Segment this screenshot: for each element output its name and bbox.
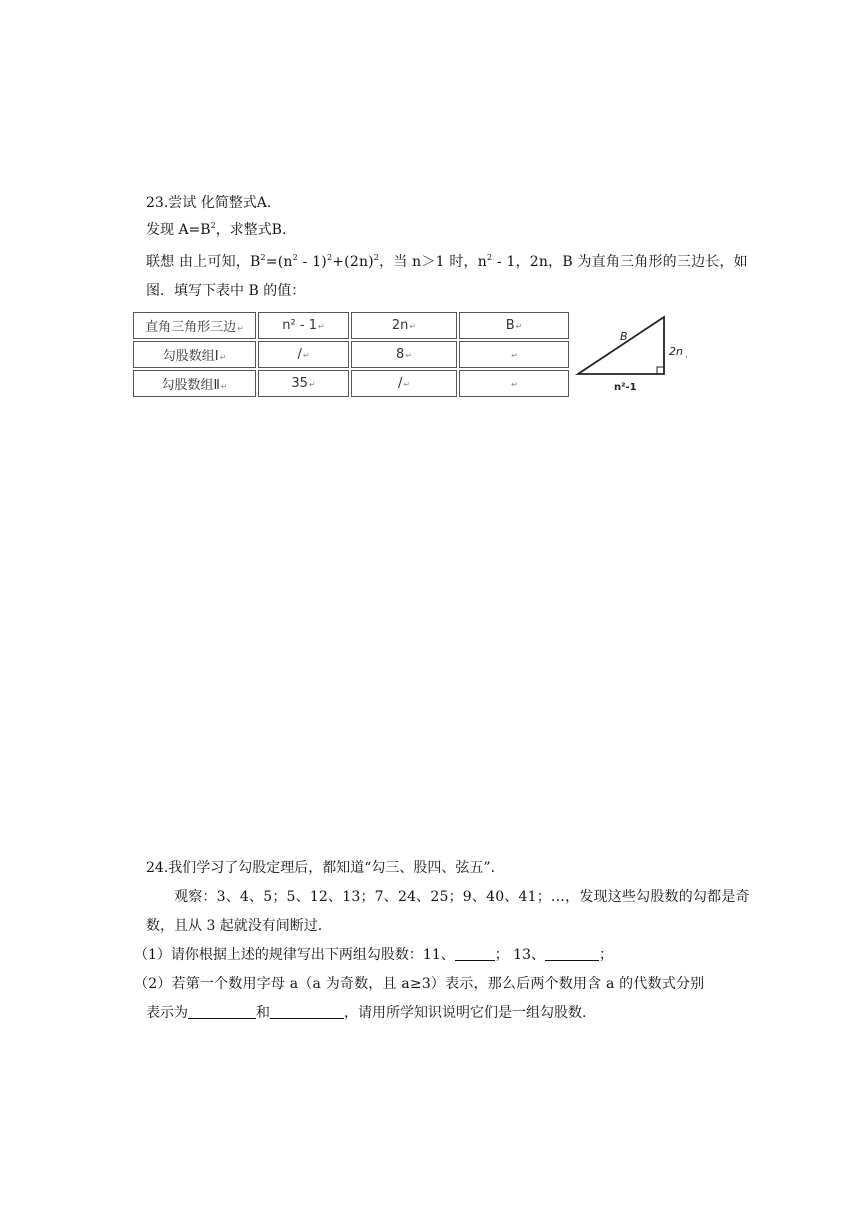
q23-line-associate <box>146 252 748 272</box>
q23-discover-text: 发现 A=B <box>146 222 211 238</box>
q24-part1-text: （1）请你根据上述的规律写出下两组勾股数：11、 <box>134 947 455 963</box>
q24-line-intro <box>146 858 495 878</box>
table-cell <box>133 370 256 397</box>
q24-line-part2-cont <box>146 1003 586 1023</box>
paragraph-mark: ↵ <box>219 353 227 362</box>
cell-text: 勾股数组Ⅰ <box>162 349 219 364</box>
paragraph-mark: ↵ <box>308 380 316 389</box>
q24-line-observe-cont <box>146 916 322 936</box>
q24-part2-text-start: 表示为 <box>146 1005 188 1021</box>
cell-text: 35 <box>291 376 308 391</box>
q23-assoc-part: 联想 由上可知，B <box>146 254 261 270</box>
table-row <box>133 341 569 368</box>
paragraph-mark: ↵ <box>511 380 518 389</box>
table-header-cell <box>133 312 256 339</box>
answer-cell[interactable] <box>459 341 569 368</box>
q24-part1-text-mid: ； 13、 <box>494 947 545 963</box>
table-cell <box>258 341 349 368</box>
cell-text: 勾股数组Ⅱ <box>161 378 220 393</box>
superscript: 2 <box>292 253 298 262</box>
table-cell <box>351 370 457 397</box>
answer-cell[interactable] <box>459 370 569 397</box>
q24-line-observe <box>174 887 750 907</box>
side-label: 2n <box>669 345 683 358</box>
paragraph-mark: ↵ <box>409 322 417 331</box>
answer-blank[interactable] <box>270 1004 344 1019</box>
q23-assoc-part: - 1，2n，B 为直角三角形的三边长，如 <box>492 254 748 270</box>
header-text: n² - 1 <box>282 318 317 333</box>
right-triangle-figure <box>572 312 692 396</box>
paragraph-mark: ↵ <box>405 351 412 360</box>
q23-assoc-part: ，当 n＞1 时，n <box>379 254 487 270</box>
table-header-cell <box>258 312 349 339</box>
q24-observe-text: 观察：3、4、5；5、12、13；7、24、25；9、40、41；…，发现这些勾股数的勾都是奇 <box>174 889 750 905</box>
answer-blank[interactable] <box>455 946 495 961</box>
table-cell <box>133 341 256 368</box>
q23-line-discover <box>146 220 286 240</box>
q23-line-fill <box>146 281 305 301</box>
table-header-cell <box>459 312 569 339</box>
q23-fill-instruction: 图．填写下表中 B 的值： <box>146 283 306 299</box>
answer-blank[interactable] <box>188 1004 256 1019</box>
q24-intro-text: 24.我们学习了勾股定理后，都知道“勾三、股四、弦五”. <box>146 860 496 876</box>
figure-trail-mark: , <box>685 350 688 360</box>
q24-observe-text-cont: 数，且从 3 起就没有间断过. <box>146 918 323 934</box>
cell-text: 8 <box>396 347 405 362</box>
superscript: 2 <box>326 253 333 262</box>
header-text: 2n <box>391 318 409 333</box>
cell-text: / <box>397 376 403 391</box>
paragraph-mark: ↵ <box>237 324 244 333</box>
superscript: 2 <box>210 221 216 230</box>
paragraph-mark: ↵ <box>220 382 228 391</box>
paragraph-mark: ↵ <box>515 322 523 331</box>
q23-assoc-part: +(2n) <box>332 254 374 270</box>
paragraph-mark: ↵ <box>317 322 325 331</box>
cell-text: / <box>297 347 302 362</box>
q24-line-part2 <box>134 974 704 994</box>
table-row <box>133 370 569 397</box>
q24-part1-text-end: ； <box>599 947 613 963</box>
superscript: 2 <box>373 253 380 262</box>
q23-line-try <box>146 193 271 213</box>
q23-assoc-part: =(n <box>265 254 293 270</box>
table-header-cell <box>351 312 457 339</box>
base-label: n²-1 <box>614 382 637 393</box>
right-angle-mark <box>657 367 664 374</box>
table-header-row <box>133 312 569 339</box>
q23-try-text: 23.尝试 化简整式A. <box>146 195 272 211</box>
triangle-outline <box>578 317 664 374</box>
q23-discover-text-end: ，求整式B. <box>215 222 287 238</box>
q24-part2-text-mid: 和 <box>256 1005 270 1021</box>
answer-blank[interactable] <box>545 946 599 961</box>
paragraph-mark: ↵ <box>302 351 310 360</box>
pythagorean-table <box>131 310 571 399</box>
q24-part2-text-end: ，请用所学知识说明它们是一组勾股数. <box>344 1005 587 1021</box>
superscript: 2 <box>486 253 493 262</box>
header-text: 直角三角形三边 <box>145 320 237 335</box>
header-text: B <box>505 318 515 333</box>
superscript: 2 <box>260 253 266 262</box>
q24-line-part1 <box>134 945 613 965</box>
q23-assoc-part: - 1) <box>297 254 327 270</box>
q24-part2-text: （2）若第一个数用字母 a（a 为奇数，且 a≥3）表示，那么后两个数用含 a 的代数式分别 <box>134 976 705 992</box>
table-cell <box>351 341 457 368</box>
table-cell <box>258 370 349 397</box>
hypotenuse-label: B <box>620 330 628 343</box>
paragraph-mark: ↵ <box>511 351 518 360</box>
paragraph-mark: ↵ <box>403 380 411 389</box>
